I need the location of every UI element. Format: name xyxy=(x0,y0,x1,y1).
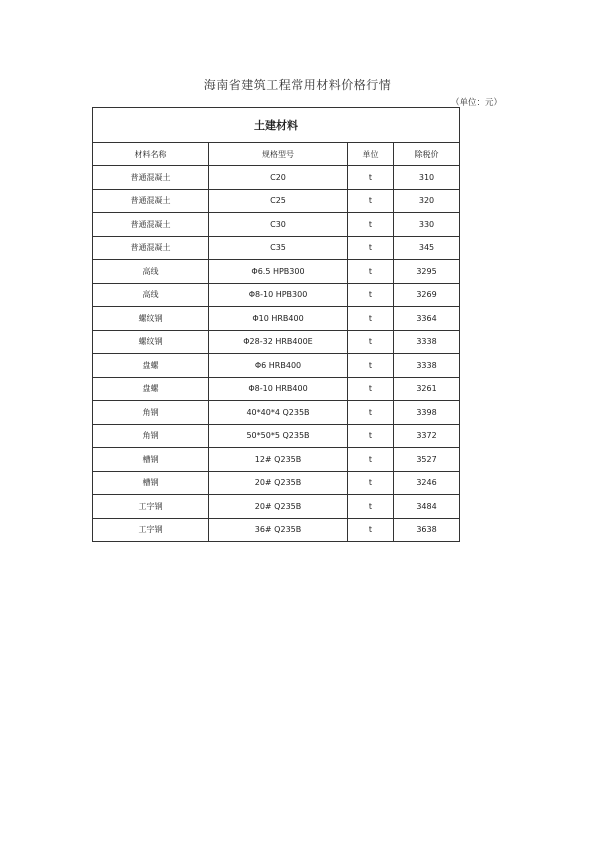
material-name-cell: 槽钢 xyxy=(93,448,209,472)
unit-cell: t xyxy=(348,189,394,213)
spec-model-cell: C35 xyxy=(209,236,348,260)
unit-cell: t xyxy=(348,518,394,542)
table-row xyxy=(93,401,460,425)
price-cell: 3364 xyxy=(394,307,460,331)
price-cell: 3338 xyxy=(394,354,460,378)
price-cell: 3246 xyxy=(394,471,460,495)
material-name-cell: 高线 xyxy=(93,260,209,284)
unit-cell: t xyxy=(348,283,394,307)
unit-cell: t xyxy=(348,471,394,495)
price-cell: 3372 xyxy=(394,424,460,448)
unit-cell: t xyxy=(348,307,394,331)
material-price-table xyxy=(92,107,460,542)
material-name-cell: 工字钢 xyxy=(93,518,209,542)
price-cell: 3527 xyxy=(394,448,460,472)
spec-model-cell: Φ28-32 HRB400E xyxy=(209,330,348,354)
price-cell: 3338 xyxy=(394,330,460,354)
table-row xyxy=(93,283,460,307)
spec-model-cell: C25 xyxy=(209,189,348,213)
table-row xyxy=(93,330,460,354)
price-cell: 3398 xyxy=(394,401,460,425)
table-row xyxy=(93,354,460,378)
spec-model-cell: Φ6.5 HPB300 xyxy=(209,260,348,284)
unit-cell: t xyxy=(348,166,394,190)
table-row xyxy=(93,166,460,190)
unit-cell: t xyxy=(348,330,394,354)
table-row xyxy=(93,518,460,542)
header-price-ex-tax: 除税价 xyxy=(394,143,460,166)
material-name-cell: 角钢 xyxy=(93,401,209,425)
price-cell: 330 xyxy=(394,213,460,237)
spec-model-cell: 20# Q235B xyxy=(209,471,348,495)
unit-cell: t xyxy=(348,377,394,401)
unit-note: （单位：元） xyxy=(450,98,502,108)
material-name-cell: 普通混凝土 xyxy=(93,213,209,237)
price-cell: 310 xyxy=(394,166,460,190)
price-cell: 3261 xyxy=(394,377,460,401)
table-row xyxy=(93,260,460,284)
spec-model-cell: Φ8-10 HRB400 xyxy=(209,377,348,401)
unit-cell: t xyxy=(348,354,394,378)
unit-cell: t xyxy=(348,236,394,260)
document-title: 海南省建筑工程常用材料价格行情 xyxy=(203,78,392,92)
header-unit: 单位 xyxy=(348,143,394,166)
table-row xyxy=(93,495,460,519)
spec-model-cell: Φ6 HRB400 xyxy=(209,354,348,378)
material-name-cell: 普通混凝土 xyxy=(93,166,209,190)
category-row xyxy=(93,108,460,143)
price-cell: 3295 xyxy=(394,260,460,284)
material-name-cell: 螺纹钢 xyxy=(93,307,209,331)
category-title: 土建材料 xyxy=(93,108,460,143)
spec-model-cell: C20 xyxy=(209,166,348,190)
spec-model-cell: 20# Q235B xyxy=(209,495,348,519)
table-row xyxy=(93,236,460,260)
spec-model-cell: 12# Q235B xyxy=(209,448,348,472)
material-name-cell: 盘螺 xyxy=(93,377,209,401)
unit-cell: t xyxy=(348,401,394,425)
table-body xyxy=(93,166,460,542)
price-cell: 345 xyxy=(394,236,460,260)
spec-model-cell: 36# Q235B xyxy=(209,518,348,542)
price-cell: 3484 xyxy=(394,495,460,519)
spec-model-cell: C30 xyxy=(209,213,348,237)
material-name-cell: 盘螺 xyxy=(93,354,209,378)
table-row xyxy=(93,448,460,472)
material-name-cell: 螺纹钢 xyxy=(93,330,209,354)
table-row xyxy=(93,471,460,495)
header-spec-model: 规格型号 xyxy=(209,143,348,166)
header-row xyxy=(93,143,460,166)
unit-cell: t xyxy=(348,213,394,237)
table-row xyxy=(93,307,460,331)
unit-cell: t xyxy=(348,260,394,284)
material-name-cell: 工字钢 xyxy=(93,495,209,519)
spec-model-cell: Φ8-10 HPB300 xyxy=(209,283,348,307)
unit-cell: t xyxy=(348,495,394,519)
header-material-name: 材料名称 xyxy=(93,143,209,166)
price-cell: 3269 xyxy=(394,283,460,307)
price-cell: 320 xyxy=(394,189,460,213)
spec-model-cell: 40*40*4 Q235B xyxy=(209,401,348,425)
table-row xyxy=(93,377,460,401)
material-name-cell: 槽钢 xyxy=(93,471,209,495)
table-row xyxy=(93,213,460,237)
spec-model-cell: 50*50*5 Q235B xyxy=(209,424,348,448)
unit-cell: t xyxy=(348,448,394,472)
table-row xyxy=(93,189,460,213)
material-name-cell: 角钢 xyxy=(93,424,209,448)
material-name-cell: 普通混凝土 xyxy=(93,189,209,213)
table-row xyxy=(93,424,460,448)
spec-model-cell: Φ10 HRB400 xyxy=(209,307,348,331)
price-cell: 3638 xyxy=(394,518,460,542)
material-name-cell: 高线 xyxy=(93,283,209,307)
unit-cell: t xyxy=(348,424,394,448)
material-name-cell: 普通混凝土 xyxy=(93,236,209,260)
